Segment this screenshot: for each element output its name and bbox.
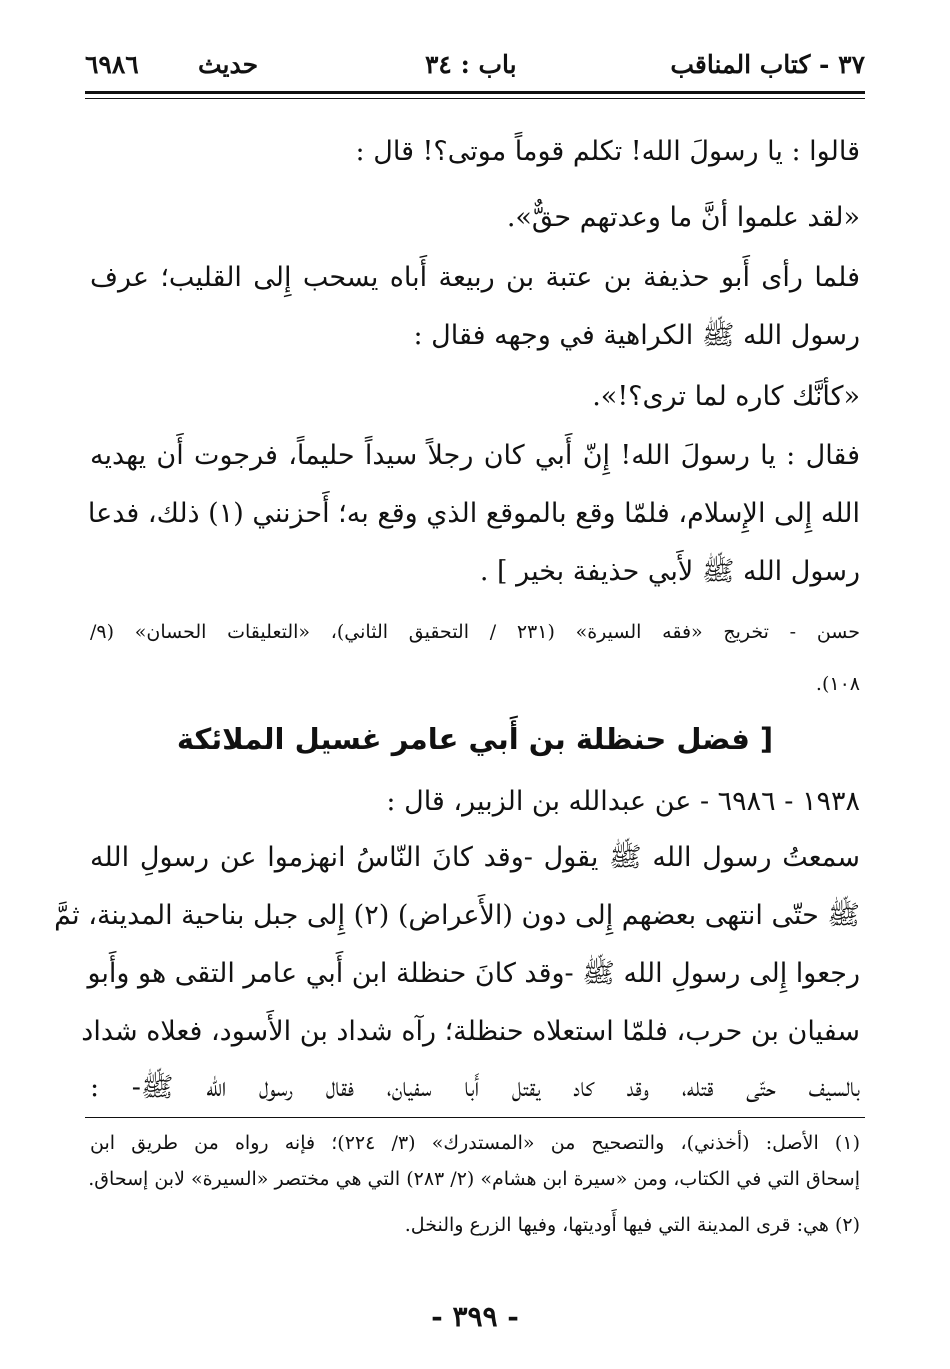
body-line: الله إِلى الإِسلام، فلمّا وقع بالموقع الذي وقع به؛ أَحزنني (١) ذلك، فدعا bbox=[87, 498, 860, 529]
body-line: «لقد علموا أنَّ ما وعدتهم حقٌّ». bbox=[506, 202, 860, 233]
page-number: - ٣٩٩ - bbox=[431, 1300, 519, 1333]
header-book-title: ٣٧ - كتاب المناقب bbox=[670, 50, 865, 79]
body-line: رسول الله ﷺ الكراهية في وجهه فقال : bbox=[413, 320, 860, 351]
takhrij-line: ١٠٨). bbox=[815, 673, 860, 695]
body-line: «كأنَّك كاره لما ترى؟!». bbox=[592, 381, 860, 412]
body-line: رسول الله ﷺ لأَبي حذيفة بخير ] . bbox=[479, 556, 860, 587]
header-hadith-number: ٦٩٨٦ bbox=[85, 50, 139, 79]
footnote-line: (٢) هي: قرى المدينة التي فيها أَوديتها، وفيها الزرع والنخل. bbox=[404, 1214, 860, 1236]
hadith-number-line: ١٩٣٨ - ٦٩٨٦ - عن عبدالله بن الزبير، قال : bbox=[386, 786, 860, 817]
body-line: فلما رأى أَبو حذيفة بن عتبة بن ربيعة أَباه يسحب إِلى القليب؛ عرف bbox=[90, 262, 860, 293]
hadith-line: بالسيف حتّى قتله، وقد كاد يقتل أَبا سفيان، فقال رسول الله ﷺ- : bbox=[90, 1072, 860, 1103]
header-rule-thin bbox=[85, 98, 865, 99]
body-line: فقال : يا رسولَ الله! إِنّ أَبي كان رجلاً سيداً حليماً، فرجوت أَن يهديه bbox=[90, 440, 860, 471]
hadith-line: رجعوا إِلى رسولِ الله ﷺ -وقد كانَ حنظلة ابن أَبي عامر التقى هو وأَبو bbox=[87, 958, 860, 989]
running-header bbox=[85, 50, 865, 90]
section-title: [ فضل حنظلة بن أَبي عامر غسيل الملائكة bbox=[176, 722, 774, 756]
hadith-line: سمعتُ رسول الله ﷺ يقول -وقد كانَ النّاسُ انهزموا عن رسولِ الله bbox=[90, 842, 860, 873]
footnote-line: (١) الأصل: (أخذني)، والتصحيح من «المستدرك» (٣/ ٢٢٤)؛ فإنه رواه من طريق ابن bbox=[90, 1132, 860, 1154]
footnote-separator bbox=[85, 1117, 865, 1118]
header-hadith-label: حديث bbox=[198, 50, 259, 79]
footnote-line: إسحاق التي في الكتاب، ومن «سيرة ابن هشام» (٢/ ٢٨٣) التي هي مختصر «السيرة» لابن إسحاق. bbox=[88, 1168, 860, 1190]
header-rule-thick bbox=[85, 91, 865, 94]
hadith-line: ﷺ حتّى انتهى بعضهم إِلى دون (الأَعراض) (٢) إِلى جبل بناحية المدينة، ثمَّ bbox=[54, 900, 860, 931]
takhrij-line: حسن - تخريج «فقه السيرة» (٢٣١ / التحقيق الثاني)، «التعليقات الحسان» (٩/ bbox=[90, 621, 860, 643]
header-chapter: باب : ٣٤ bbox=[425, 50, 517, 79]
body-line: قالوا : يا رسولَ الله! تكلم قوماً موتى؟! قال : bbox=[355, 136, 860, 167]
hadith-line: سفيان بن حرب، فلمّا استعلاه حنظلة؛ رآه شداد بن الأَسود، فعلاه شداد bbox=[81, 1016, 860, 1047]
